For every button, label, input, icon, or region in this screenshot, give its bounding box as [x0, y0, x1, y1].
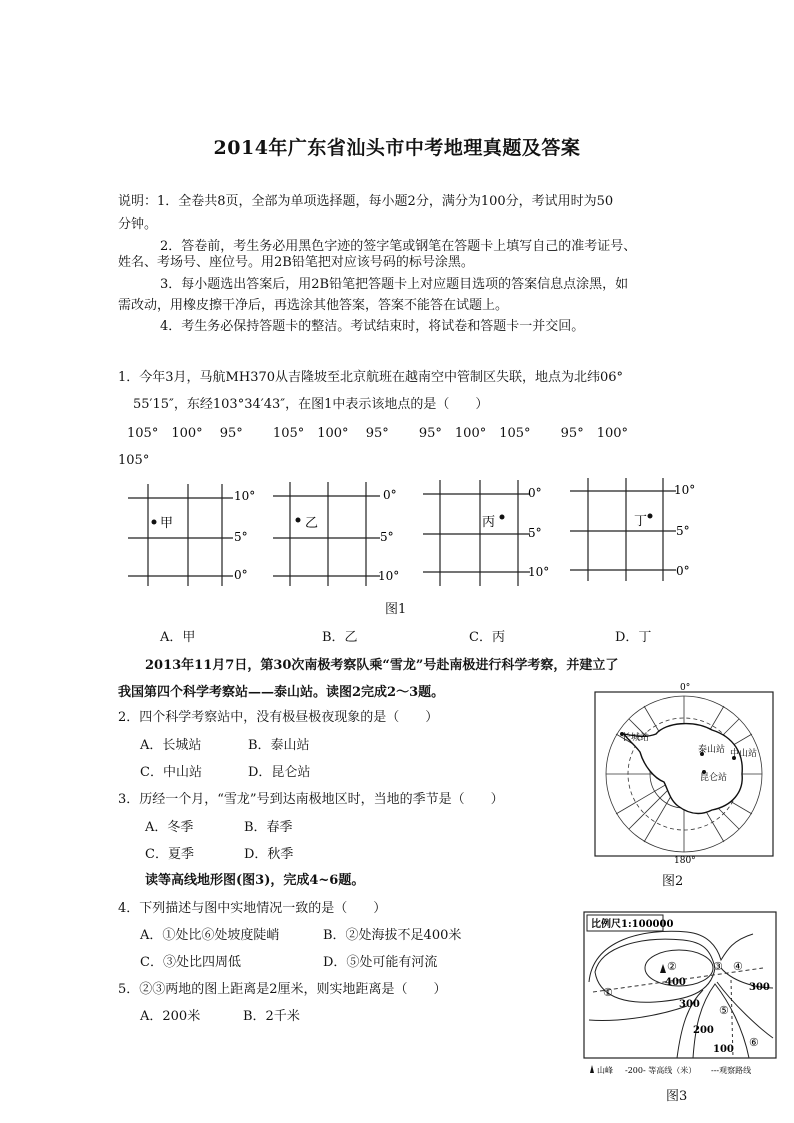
grid-ding-lat-bottom: 0° [676, 564, 690, 578]
q1-option-d[interactable]: D．丁 [615, 630, 652, 645]
intro2-line-1: 2013年11月7日，第30次南极考察队乘“雪龙”号赴南极进行科学考察，并建立了 [145, 658, 619, 673]
q3-stem: 3．历经一个月，“雪龙”号到达南极地区时，当地的季节是（ ） [118, 792, 504, 807]
grid-bing-lat-bottom: 10° [528, 565, 550, 579]
q3-option-b[interactable]: B．春季 [244, 820, 293, 835]
q2-option-c[interactable]: C．中山站 [140, 765, 202, 780]
fig3-point-2: ② [667, 960, 677, 973]
fig3-point-3: ③ [713, 960, 723, 973]
station-taishan-label: 泰山站 [698, 745, 726, 755]
grid-ding-lat-top: 10° [674, 483, 696, 497]
fig2-label-0: 0° [680, 683, 691, 693]
instructions-line-6: 需改动，用橡皮擦干净后，再选涂其他答案，答案不能答在试题上。 [118, 298, 509, 313]
instructions-line-4: 姓名、考场号、座位号。用2B铅笔把对应该号码的标号涂黑。 [118, 255, 474, 270]
fig3-point-1: ① [603, 986, 613, 999]
fig3-contour-100: 100 [713, 1044, 734, 1055]
figure-2-caption: 图2 [662, 874, 684, 889]
q4-option-a[interactable]: A．①处比⑥处坡度陡峭 [140, 928, 280, 943]
figure-2-antarctica-map [594, 682, 776, 864]
grid-jia-lat-mid: 5° [234, 530, 248, 544]
grid-bing-label: 丙 [482, 515, 496, 530]
station-zhongshan-label: 中山站 [730, 749, 758, 759]
q1-option-b[interactable]: B．乙 [322, 630, 358, 645]
intro3: 读等高线地形图(图3)，完成4~6题。 [145, 873, 365, 888]
fig3-contour-400: 400 [665, 977, 686, 988]
intro2-line-2: 我国第四个科学考察站——泰山站。读图2完成2～3题。 [118, 685, 445, 700]
q1-option-c[interactable]: C．丙 [469, 630, 505, 645]
instructions-line-3: 2．答卷前，考生务必用黑色字迹的签字笔或钢笔在答题卡上填写自己的准考证号、 [160, 239, 637, 254]
q2-option-d[interactable]: D．昆仑站 [248, 765, 311, 780]
fig3-scale: 比例尺1:100000 [591, 919, 674, 930]
grid-yi-lat-bottom: 10° [378, 569, 400, 583]
instructions-line-7: 4．考生务必保持答题卡的整洁。考试结束时，将试卷和答题卡一并交回。 [160, 319, 585, 334]
fig3-legend-contour: -200- 等高线（米） [625, 1066, 697, 1075]
q4-option-c[interactable]: C．③处比四周低 [140, 955, 241, 970]
grid-yi-lat-mid: 5° [380, 530, 394, 544]
point-yi [296, 518, 301, 523]
q5-option-a[interactable]: A．200米 [140, 1009, 201, 1024]
station-kunlun-label: 昆仑站 [700, 773, 728, 783]
grid-yi [273, 482, 380, 586]
q5-stem: 5．②③两地的图上距离是2厘米，则实地距离是（ ） [118, 982, 447, 997]
fig3-contour-300-a: 300 [679, 999, 700, 1010]
q4-stem: 4．下列描述与图中实地情况一致的是（ ） [118, 901, 387, 916]
q2-stem: 2．四个科学考察站中，没有极昼极夜现象的是（ ） [118, 710, 439, 725]
fig3-legend-peak-icon [590, 1065, 594, 1073]
q3-option-c[interactable]: C．夏季 [145, 847, 194, 862]
fig3-legend-route: ---观察路线 [711, 1066, 752, 1075]
point-jia [152, 520, 157, 525]
q1-stem-line-1: 1．今年3月，马航MH370从吉隆坡至北京航班在越南空中管制区失联，地点为北纬06° [118, 370, 624, 385]
grid-ding-label: 丁 [634, 514, 648, 529]
fig3-contour-300-b: 300 [749, 982, 770, 993]
grid-ding [570, 478, 676, 581]
point-ding [648, 514, 653, 519]
figure-3-contour-map [583, 910, 779, 1082]
figure-3-caption: 图3 [666, 1089, 688, 1104]
instructions-line-1: 说明：1．全卷共8页，全部为单项选择题，每小题2分，满分为100分，考试用时为50 [118, 194, 614, 209]
grid-bing-lat-mid: 5° [528, 526, 542, 540]
fig3-contour-200: 200 [693, 1025, 714, 1036]
q2-option-b[interactable]: B．泰山站 [248, 738, 310, 753]
grid-jia-lat-bottom: 0° [234, 568, 248, 582]
point-bing [500, 515, 505, 520]
grid-jia-label: 甲 [160, 516, 174, 531]
grid-jia-lat-top: 10° [234, 489, 256, 503]
q2-option-a[interactable]: A．长城站 [140, 738, 202, 753]
grid-jia [128, 484, 233, 586]
q1-stem-line-2: 55′15″，东经103°34′43″，在图1中表示该地点的是（ ） [133, 397, 489, 412]
figure-1-caption: 图1 [385, 602, 407, 617]
fig3-point-5: ⑤ [719, 1004, 729, 1017]
q3-option-d[interactable]: D．秋季 [244, 847, 294, 862]
q4-option-b[interactable]: B．②处海拔不足400米 [323, 928, 462, 943]
fig2-label-180: 180° [674, 856, 696, 864]
figure-1-grids [118, 476, 708, 588]
grid-yi-label: 乙 [305, 516, 319, 531]
fig3-point-4: ④ [733, 960, 743, 973]
instructions-line-5: 3．每小题选出答案后，用2B铅笔把答题卡上对应题目选项的答案信息点涂黑，如 [160, 277, 629, 292]
grid-bing [423, 480, 530, 586]
fig3-point-6: ⑥ [749, 1036, 759, 1049]
page-title: 2014年广东省汕头市中考地理真题及答案 [213, 137, 581, 159]
grid-ding-lat-mid: 5° [676, 524, 690, 538]
fig3-legend-peak: 山峰 [597, 1066, 613, 1075]
grid-yi-lat-top: 0° [383, 488, 397, 502]
q5-option-b[interactable]: B．2千米 [243, 1009, 300, 1024]
q1-longitude-wrap: 105° [118, 453, 150, 468]
station-changcheng-label: 长城站 [622, 733, 650, 743]
grid-bing-lat-top: 0° [528, 486, 542, 500]
q1-option-a[interactable]: A．甲 [160, 630, 196, 645]
q4-option-d[interactable]: D．⑤处可能有河流 [323, 955, 438, 970]
q3-option-a[interactable]: A．冬季 [145, 820, 194, 835]
instructions-line-2: 分钟。 [118, 217, 158, 232]
q1-longitude-row: 105° 100° 95° 105° 100° 95° 95° 100° 105° 95° 100° [127, 426, 629, 441]
